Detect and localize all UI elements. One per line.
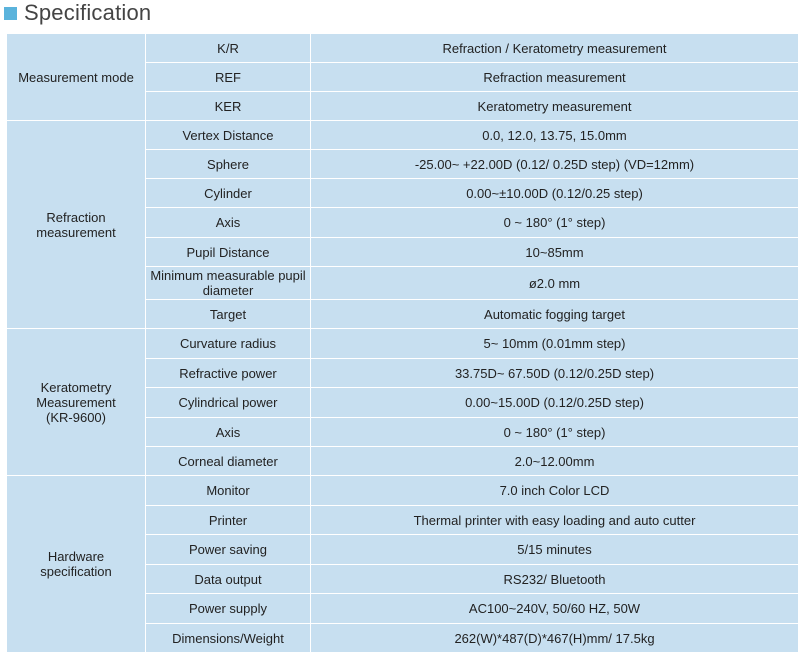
spec-item: Monitor <box>146 476 311 506</box>
spec-value: Refraction / Keratometry measurement <box>311 34 798 63</box>
table-row <box>7 476 798 506</box>
spec-value: 33.75D~ 67.50D (0.12/0.25D step) <box>311 359 798 388</box>
spec-item: Power saving <box>146 535 311 565</box>
section-header <box>4 0 151 26</box>
spec-item: Data output <box>146 565 311 594</box>
spec-item: Vertex Distance <box>146 121 311 150</box>
spec-value: Automatic fogging target <box>311 300 798 329</box>
spec-value: Keratometry measurement <box>311 92 798 121</box>
spec-item: Target <box>146 300 311 329</box>
spec-value: 2.0~12.00mm <box>311 447 798 476</box>
spec-item: Pupil Distance <box>146 238 311 267</box>
group-label: Hardware specification <box>7 476 146 653</box>
spec-value: 0.0, 12.0, 13.75, 15.0mm <box>311 121 798 150</box>
spec-item: Corneal diameter <box>146 447 311 476</box>
section-marker-icon <box>4 7 17 20</box>
spec-value: 0.00~±10.00D (0.12/0.25 step) <box>311 179 798 208</box>
spec-item: KER <box>146 92 311 121</box>
spec-item: Curvature radius <box>146 329 311 359</box>
spec-value: 262(W)*487(D)*467(H)mm/ 17.5kg <box>311 624 798 653</box>
spec-value: 0.00~15.00D (0.12/0.25D step) <box>311 388 798 418</box>
spec-value: AC100~240V, 50/60 HZ, 50W <box>311 594 798 624</box>
group-label: Keratometry Measurement (KR-9600) <box>7 329 146 476</box>
spec-item: Refractive power <box>146 359 311 388</box>
spec-value: 5/15 minutes <box>311 535 798 565</box>
spec-value: ø2.0 mm <box>311 267 798 300</box>
spec-value: Thermal printer with easy loading and auto cutter <box>311 506 798 535</box>
spec-item: Axis <box>146 418 311 447</box>
spec-item: Sphere <box>146 150 311 179</box>
spec-item: Printer <box>146 506 311 535</box>
spec-value: 0 ~ 180° (1° step) <box>311 208 798 238</box>
spec-item: REF <box>146 63 311 92</box>
spec-item: Cylinder <box>146 179 311 208</box>
spec-value: -25.00~ +22.00D (0.12/ 0.25D step) (VD=12mm) <box>311 150 798 179</box>
spec-item: K/R <box>146 34 311 63</box>
spec-value: 0 ~ 180° (1° step) <box>311 418 798 447</box>
specification-table <box>7 34 798 653</box>
section-title: Specification <box>24 0 152 25</box>
table-row <box>7 121 798 150</box>
spec-value: 7.0 inch Color LCD <box>311 476 798 506</box>
spec-item: Cylindrical power <box>146 388 311 418</box>
spec-item: Minimum measurable pupil diameter <box>146 267 311 300</box>
table-row <box>7 34 798 63</box>
spec-value: 10~85mm <box>311 238 798 267</box>
table-row <box>7 329 798 359</box>
spec-value: 5~ 10mm (0.01mm step) <box>311 329 798 359</box>
spec-value: RS232/ Bluetooth <box>311 565 798 594</box>
spec-item: Dimensions/Weight <box>146 624 311 653</box>
group-label: Measurement mode <box>7 34 146 121</box>
group-label: Refraction measurement <box>7 121 146 329</box>
spec-value: Refraction measurement <box>311 63 798 92</box>
spec-item: Power supply <box>146 594 311 624</box>
spec-item: Axis <box>146 208 311 238</box>
